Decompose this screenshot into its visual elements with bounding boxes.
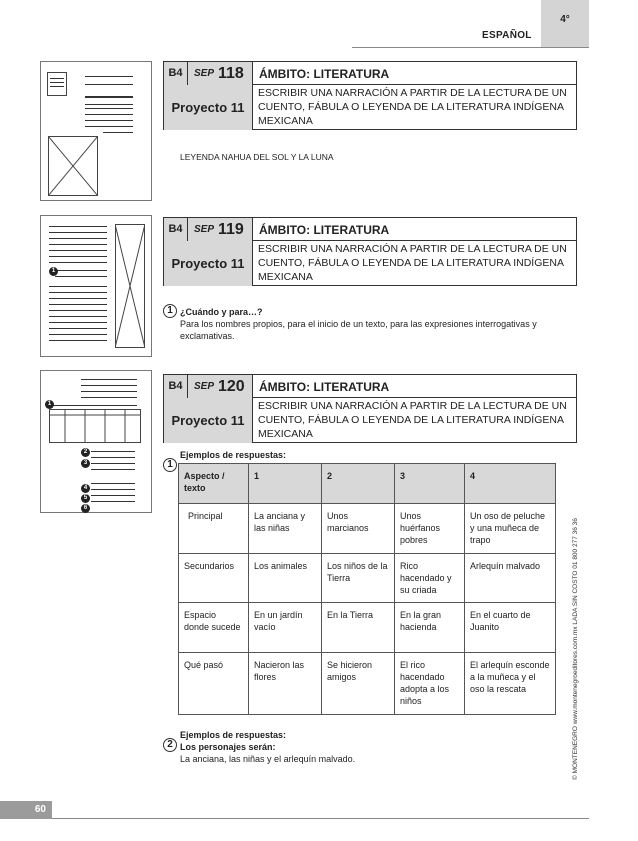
table-cell: Los animales bbox=[249, 554, 322, 603]
thumb-badge: 2 bbox=[81, 448, 90, 457]
table-cell: La anciana y las niñas bbox=[249, 504, 322, 554]
table-cell: El arlequín esconde a la muñeca y el oso la rescata bbox=[465, 653, 556, 715]
table-cell: Arlequín malvado bbox=[465, 554, 556, 603]
sep-page-number: 120 bbox=[218, 378, 245, 395]
project-description: ESCRIBIR UNA NARRACIÓN A PARTIR DE LA LECTURA DE UN CUENTO, FÁBULA O LEYENDA DE LA LITERATURA INDÍGENA MEXICANA bbox=[258, 400, 567, 440]
table-cell: Qué pasó bbox=[179, 653, 249, 715]
table-cell: Se hicieron amigos bbox=[322, 653, 395, 715]
examples-label: Ejemplos de respuestas: bbox=[180, 450, 287, 460]
table-header-row bbox=[179, 464, 556, 504]
thumb-badge: 1 bbox=[45, 400, 54, 409]
project-description: ESCRIBIR UNA NARRACIÓN A PARTIR DE LA LECTURA DE UN CUENTO, FÁBULA O LEYENDA DE LA LITERATURA INDÍGENA MEXICANA bbox=[258, 87, 567, 127]
table-cell: Un oso de peluche y una muñeca de trapo bbox=[465, 504, 556, 554]
subject-title: ESPAÑOL bbox=[482, 30, 532, 41]
table-cell: El rico hacendado adopta a los niños bbox=[395, 653, 465, 715]
table-cell: En la gran hacienda bbox=[395, 603, 465, 653]
question-number: 1 bbox=[163, 458, 177, 472]
thumb-badge: 3 bbox=[81, 459, 90, 468]
table-header-cell: 3 bbox=[395, 464, 465, 504]
sep-label: SEP bbox=[194, 381, 215, 392]
characters-label: Los personajes serán: bbox=[180, 742, 276, 752]
project-header-119 bbox=[163, 217, 577, 286]
ambito-label: ÁMBITO: LITERATURA bbox=[259, 380, 390, 394]
table-header-cell: Aspecto / texto bbox=[179, 464, 249, 504]
table-cell: Los niños de la Tierra bbox=[322, 554, 395, 603]
table-cell: Principal bbox=[179, 504, 249, 554]
table-cell: Rico hacendado y su criada bbox=[395, 554, 465, 603]
question-title: ¿Cuándo y para…? bbox=[180, 307, 263, 317]
table-header-cell: 2 bbox=[322, 464, 395, 504]
table-cell: En la Tierra bbox=[322, 603, 395, 653]
publisher-credit: © MONTENEGRO www.montenegroeditores.com.mx LADA SIN COSTO 01 800 277 36 36 bbox=[572, 518, 579, 780]
thumb-placeholder-image bbox=[115, 224, 145, 348]
table-cell: Nacieron las flores bbox=[249, 653, 322, 715]
ambito-label: ÁMBITO: LITERATURA bbox=[259, 67, 390, 81]
table-cell: Unos huérfanos pobres bbox=[395, 504, 465, 554]
sep-page-number: 119 bbox=[218, 221, 244, 238]
project-header-120 bbox=[163, 374, 577, 443]
ambito-label: ÁMBITO: LITERATURA bbox=[259, 223, 390, 237]
page-thumbnail-118 bbox=[40, 61, 152, 201]
table-header-cell: 4 bbox=[465, 464, 556, 504]
block1-answer: LEYENDA NAHUA DEL SOL Y LA LUNA bbox=[180, 152, 334, 162]
project-description: ESCRIBIR UNA NARRACIÓN A PARTIR DE LA LECTURA DE UN CUENTO, FÁBULA O LEYENDA DE LA LITERATURA INDÍGENA MEXICANA bbox=[258, 243, 567, 283]
thumb-table bbox=[49, 409, 141, 443]
bloque-label: B4 bbox=[164, 62, 188, 85]
proyecto-label: Proyecto 11 bbox=[164, 85, 253, 130]
thumb-badge: 4 bbox=[81, 484, 90, 493]
grade-label: 4° bbox=[560, 14, 570, 25]
sep-label: SEP bbox=[194, 68, 215, 79]
project-header-118 bbox=[163, 61, 577, 130]
page-thumbnail-120 bbox=[40, 370, 152, 513]
proyecto-label: Proyecto 11 bbox=[164, 398, 253, 443]
thumb-badge: 1 bbox=[49, 267, 58, 276]
header-rule bbox=[352, 47, 589, 48]
footer-rule bbox=[52, 818, 589, 819]
thumb-badge: 6 bbox=[81, 504, 90, 513]
bloque-label: B4 bbox=[164, 218, 188, 241]
question-answer: Para los nombres propios, para el inicio de un texto, para las expresiones interrogativas y exclamativas. bbox=[180, 319, 537, 341]
page-number: 60 bbox=[0, 801, 52, 819]
table-cell: En un jardín vacío bbox=[249, 603, 322, 653]
characters-answer: La anciana, las niñas y el arlequín malvado. bbox=[180, 754, 356, 764]
table-cell: En el cuarto de Juanito bbox=[465, 603, 556, 653]
table-header-cell: 1 bbox=[249, 464, 322, 504]
examples-label-2: Ejemplos de respuestas: bbox=[180, 730, 287, 740]
thumb-placeholder-image bbox=[48, 136, 98, 196]
bloque-label: B4 bbox=[164, 375, 188, 398]
thumb-badge: 5 bbox=[81, 494, 90, 503]
table-row bbox=[179, 554, 556, 603]
table-row bbox=[179, 603, 556, 653]
answers-table bbox=[178, 463, 556, 715]
page-thumbnail-119 bbox=[40, 215, 152, 357]
proyecto-label: Proyecto 11 bbox=[164, 241, 253, 286]
question-number: 1 bbox=[163, 304, 177, 318]
table-row bbox=[179, 653, 556, 715]
thumb-image-box bbox=[47, 72, 67, 96]
table-cell: Espacio donde sucede bbox=[179, 603, 249, 653]
sep-page-number: 118 bbox=[218, 65, 244, 82]
sep-label: SEP bbox=[194, 224, 215, 235]
table-cell: Unos marcianos bbox=[322, 504, 395, 554]
grade-tab bbox=[541, 0, 589, 48]
table-cell: Secundarios bbox=[179, 554, 249, 603]
question-number: 2 bbox=[163, 738, 177, 752]
table-row bbox=[179, 504, 556, 554]
